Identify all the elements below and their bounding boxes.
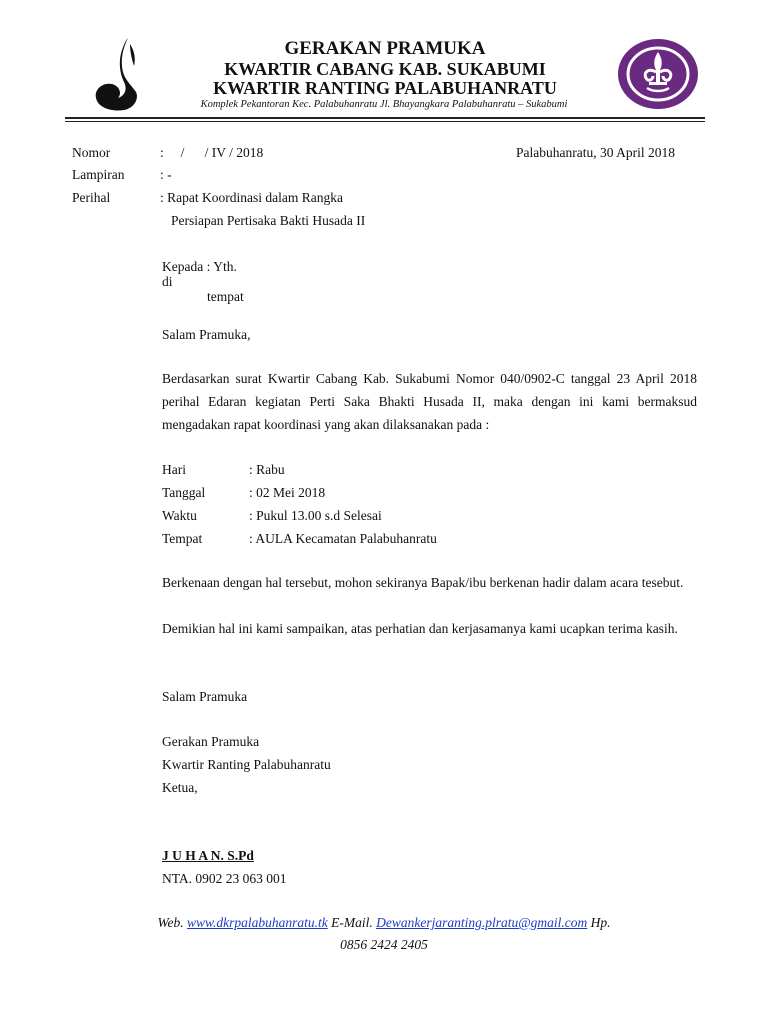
nomor-label: Nomor [72,145,111,160]
signatory-name: J U H A N. S.Pd [162,848,254,863]
website-link[interactable]: www.dkrpalabuhanratu.tk [186,915,328,930]
org-subtitle-cabang: KWARTIR CABANG KAB. SUKABUMI [224,59,546,79]
header-divider-thin [65,121,705,122]
body-paragraph-3: Demikian hal ini kami sampaikan, atas perhatian dan kerjasamanya kami ucapkan terima kasih. [162,621,678,636]
schedule-table [162,462,562,554]
schedule-value: : Rabu [249,462,285,477]
org-subtitle-ranting: KWARTIR RANTING PALABUHANRATU [213,78,557,98]
perihal-value: : Rapat Koordinasi dalam Rangka [160,190,343,205]
footer-contact [60,915,708,931]
schedule-value: : Pukul 13.00 s.d Selesai [249,508,382,523]
signature-org: Gerakan Pramuka [162,734,260,749]
body-paragraph-1: Berdasarkan surat Kwartir Cabang Kab. Sukabumi Nomor 040/0902-C tanggal 23 April 2018 perihal Edaran kegiatan Perti Saka Bhakti Husada II, maka dengan ini kami bermaksud mengadakan rapat koordinasi yang akan dilaksanakan pada : [162,371,697,432]
schedule-label: Hari [162,462,186,477]
schedule-value: : 02 Mei 2018 [249,485,326,500]
header-divider [65,117,705,119]
org-address: Komplek Pekantoran Kec. Palabuhanratu Jl. Bhayangkara Palabuhanratu – Sukabumi [200,99,568,110]
web-label: Web. [157,915,184,930]
lampiran-value: : - [160,167,172,182]
signatory-nta: NTA. 0902 23 063 001 [162,871,287,886]
schedule-value: : AULA Kecamatan Palabuhanratu [249,531,437,546]
tunas-kelapa-logo [90,36,146,114]
place-date: Palabuhanratu, 30 April 2018 [516,145,675,160]
footer-phone: 0856 2424 2405 [340,937,428,952]
schedule-label: Tempat [162,531,203,546]
schedule-label: Tanggal [162,485,206,500]
signature-role: Ketua, [162,780,198,795]
email-label: E-Mail. [331,915,373,930]
body-paragraph-2: Berkenaan dengan hal tersebut, mohon sekiranya Bapak/ibu berkenan hadir dalam acara tesebut. [162,575,684,590]
signature-org-unit: Kwartir Ranting Palabuhanratu [162,757,331,772]
schedule-row [162,462,562,485]
nomor-value: : / / IV / 2018 [160,145,264,160]
hp-label: Hp. [590,915,611,930]
schedule-row [162,485,562,508]
perihal-label: Perihal [72,190,111,205]
perihal-value-cont: Persiapan Pertisaka Bakti Husada II [171,213,366,228]
closing-greeting: Salam Pramuka [162,689,248,704]
schedule-row [162,508,562,531]
recipient-di: di [162,274,173,289]
schedule-row [162,531,562,554]
recipient-line: Kepada : Yth. [162,259,237,274]
lampiran-label: Lampiran [72,167,125,182]
org-title: GERAKAN PRAMUKA [284,38,486,59]
recipient-tempat: tempat [207,289,244,304]
email-link[interactable]: Dewankerjaranting.plratu@gmail.com [376,915,588,930]
schedule-label: Waktu [162,508,197,523]
greeting: Salam Pramuka, [162,327,251,342]
wosm-logo [617,38,699,110]
